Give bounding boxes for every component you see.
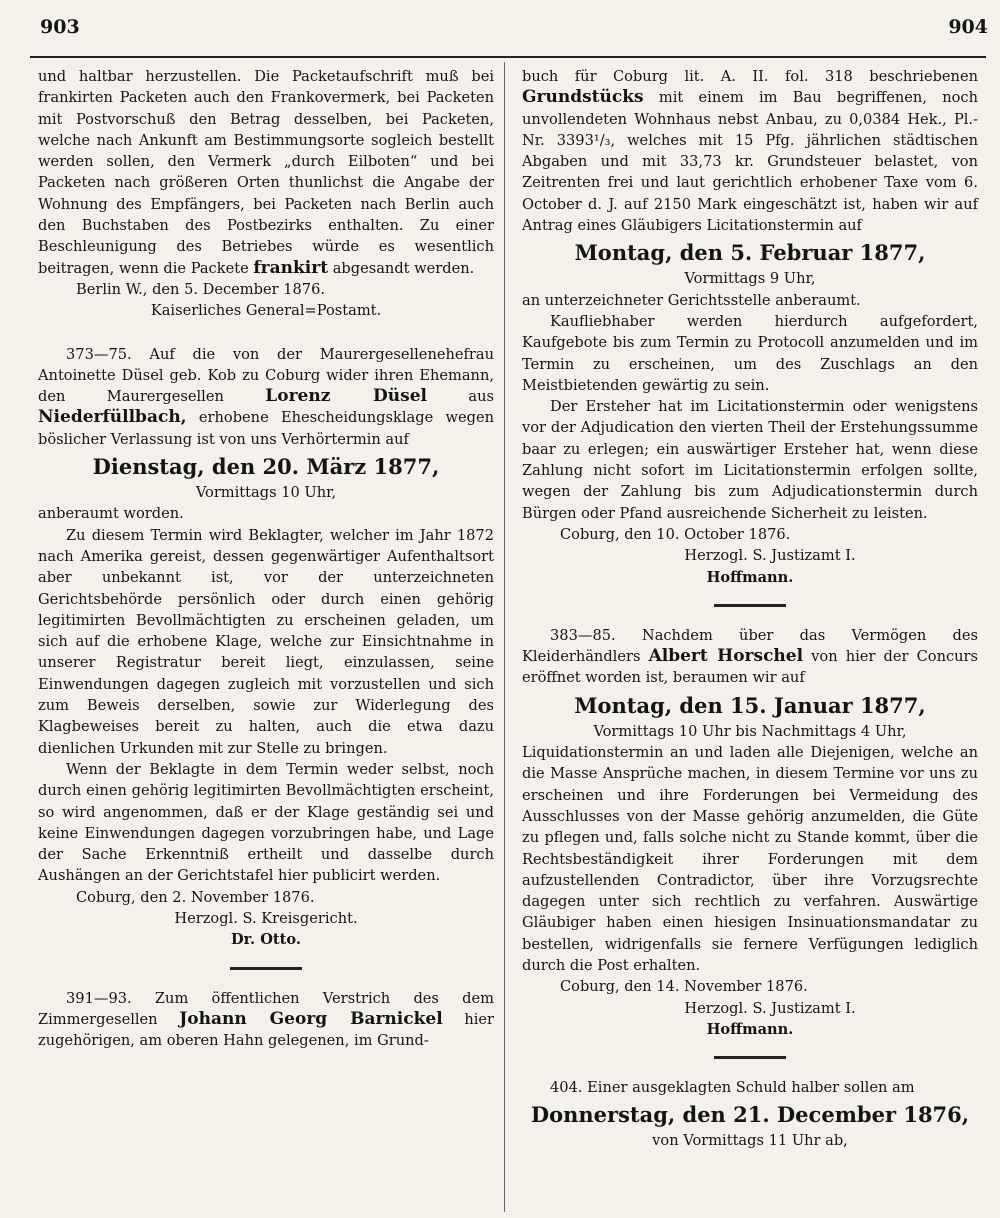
emphasis-grundstuecks: Grundstücks [522,87,644,108]
left-page-number: 903 [40,16,80,38]
notice-383-signer: Hoffmann. [706,1020,794,1038]
notice-373-place-date: Coburg, den 2. November 1876. [76,888,315,906]
notice-391-place-date: Coburg, den 10. October 1876. [560,525,791,543]
right-page-number: 904 [948,16,988,38]
notice-383-date: Montag, den 15. Januar 1877, [574,692,926,718]
post-notice-text: und haltbar herzustellen. Die Packetaufschrift muß bei frankirten Packeten auch den Frankovermerk, bei Packeten mit Postvorschuß den Betrag desselben, bei Packeten, welche nach Ankunft am Bestimmungsorte sogleich bestellt werden sollen, den Vermerk „durch Eilboten“ und bei Packeten nach größeren Orten thunlichst die Angabe der Wohnung des Empfängers, bei Packeten nach Berlin auch den Buchstaben des Postbezirks enthalten. Zu einer Beschleunigung des Betriebes würde es wesentlich beitragen, wenn die Packete frankirt abgesandt werden. [38,68,494,278]
section-separator [714,604,786,607]
notice-373-intro: 373—75. Auf die von der Maurergesellenehefrau Antoinette Düsel geb. Kob zu Coburg wider ihren Ehemann, den Maurergesellen Lorenz Düsel aus Niederfüllbach, erhobene Ehescheidungsklage wegen böslicher Verlassung ist von uns Verhörtermin auf [38,345,495,448]
post-notice-date: Berlin W., den 5. December 1876. [76,280,326,298]
column-divider [504,62,505,1212]
notice-391-office: Herzogl. S. Justizamt I. [684,547,856,565]
notice-404-date: Donnerstag, den 21. December 1876, [530,1102,970,1128]
notice-404-intro: 404. Einer ausgeklagten Schuld halber sollen am [550,1079,915,1097]
notice-383-office: Herzogl. S. Justizamt I. [684,999,856,1017]
notice-373-signer: Dr. Otto. [231,931,301,949]
notice-383-time: Vormittags 10 Uhr bis Nachmittags 4 Uhr, [593,722,907,740]
debtor-name: Albert Horschel [648,646,804,667]
section-separator [714,1056,786,1059]
emphasis-frankirt: frankirt [253,257,329,278]
right-column [522,66,978,1152]
notice-391-signer: Hoffmann. [706,568,794,586]
notice-404-time: von Vormittags 11 Uhr ab, [652,1132,848,1150]
section-separator [230,967,302,970]
notice-391-date: Montag, den 5. Februar 1877, [574,240,926,266]
notice-391-text: 391—93. Zum öffentlichen Verstrich des dem Zimmergesellen Johann Georg Barnickel hier zugehörigen, am oberen Hahn gelegenen, im Grund- [38,989,494,1050]
notice-391-after: an unterzeichneter Gerichtsstelle anberaumt. [522,291,861,309]
defendant-name: Lorenz Düsel [265,386,428,407]
notice-373-time: Vormittags 10 Uhr, [195,484,337,502]
notice-383-paragraph-2: Liquidationstermin an und laden alle Diejenigen, welche an die Masse Ansprüche machen, in diesem Termine vor uns zu erscheinen und ihre Forderungen bei Vermeidung des Ausschlusses von der Masse gehörig anzumelden, die Güte zu pflegen und, falls solche nicht zu Stande kommt, über die Rechtsbeständigkeit ihrer Forderungen mit dem aufzustellenden Contradictor, über ihre Vorzugsrechte dagegen unter sich rechtlich zu verfahren. Auswärtige Gläubiger haben einen hiesigen Insinuationsmandatar zu bestellen, widrigenfalls sie fernere Verfügungen lediglich durch die Post erhalten. [522,744,978,974]
notice-373-after: anberaumt worden. [38,505,184,523]
header-rule [30,56,986,58]
owner-name: Johann Georg Barnickel [179,1008,443,1029]
notice-391-continuation: buch für Coburg lit. A. II. fol. 318 beschriebenen Grundstücks mit einem im Bau begriffenen, noch unvollendeten Wohnhaus nebst Anbau, zu 0,0384 Hek., Pl.-Nr. 3393¹/₃, welches mit 15 Pfg. jährlichen städtischen Abgaben und mit 33,73 kr. Grundsteuer belastet, von Zeitrenten frei und laut gerichtlich erhobener Taxe vom 6. October d. J. auf 2150 Mark eingeschätzt ist, haben wir auf Antrag eines Gläubigers Licitationstermin auf [522,68,979,235]
notice-373-court: Herzogl. S. Kreisgericht. [174,909,358,927]
notice-373-date: Dienstag, den 20. März 1877, [92,454,440,480]
notice-373-paragraph-3: Wenn der Beklagte in dem Termin weder selbst, noch durch einen gehörig legitimirten Bevollmächtigten erscheint, so wird angenommen, daß er der Klage geständig sei und keine Einwendungen dagegen vorzubringen habe, und Lage der Sache Erkenntniß ertheilt und dasselbe durch Aushängen an der Gerichtstafel hier publicirt werden. [38,760,494,885]
defendant-place: Niederfüllbach, [38,407,187,428]
notice-383-intro: 383—85. Nachdem über das Vermögen des Kleiderhändlers Albert Horschel von hier der Concurs eröffnet worden ist, beraumen wir auf [522,626,979,687]
post-notice-signature: Kaiserliches General=Postamt. [150,302,382,320]
notice-391-paragraph-3: Der Ersteher hat im Licitationstermin oder wenigstens vor der Adjudication den vierten Theil der Erstehungssumme baar zu erlegen; ein auswärtiger Ersteher hat, wenn diese Zahlung nicht sofort im Licitationstermin erfolgen sollte, wegen der Zahlung bis zum Adjudicationstermin durch Bürgen oder Pfand ausreichende Sicherheit zu leisten. [522,398,978,522]
notice-391-time: Vormittags 9 Uhr, [684,270,816,288]
notice-391-paragraph-2: Kaufliebhaber werden hierdurch aufgefordert, Kaufgebote bis zum Termin zu Protocoll anzumelden und im Termin zu erscheinen, um des Zuschlags an den Meistbietenden gewärtig zu sein. [522,312,978,394]
notice-373-paragraph-2: Zu diesem Termin wird Beklagter, welcher im Jahr 1872 nach Amerika gereist, dessen gegenwärtiger Aufenthaltsort aber unbekannt ist, vor der unterzeichneten Gerichtsbehörde persönlich oder durch einen gehörig legitimirten Bevollmächtigten zu erscheinen geladen, um sich auf die erhobene Klage, welche zur Einsichtnahme in unserer Registratur bereit liegt, einzulassen, seine Einwendungen dagegen zugleich mit vorzustellen und sich zum Beweis derselben, sowie zur Widerlegung des Klagbeweises bereit zu halten, auch die etwa dazu dienlichen Urkunden mit zur Stelle zu bringen. [38,526,494,757]
notice-383-place-date: Coburg, den 14. November 1876. [560,978,808,996]
left-column [38,66,494,1051]
